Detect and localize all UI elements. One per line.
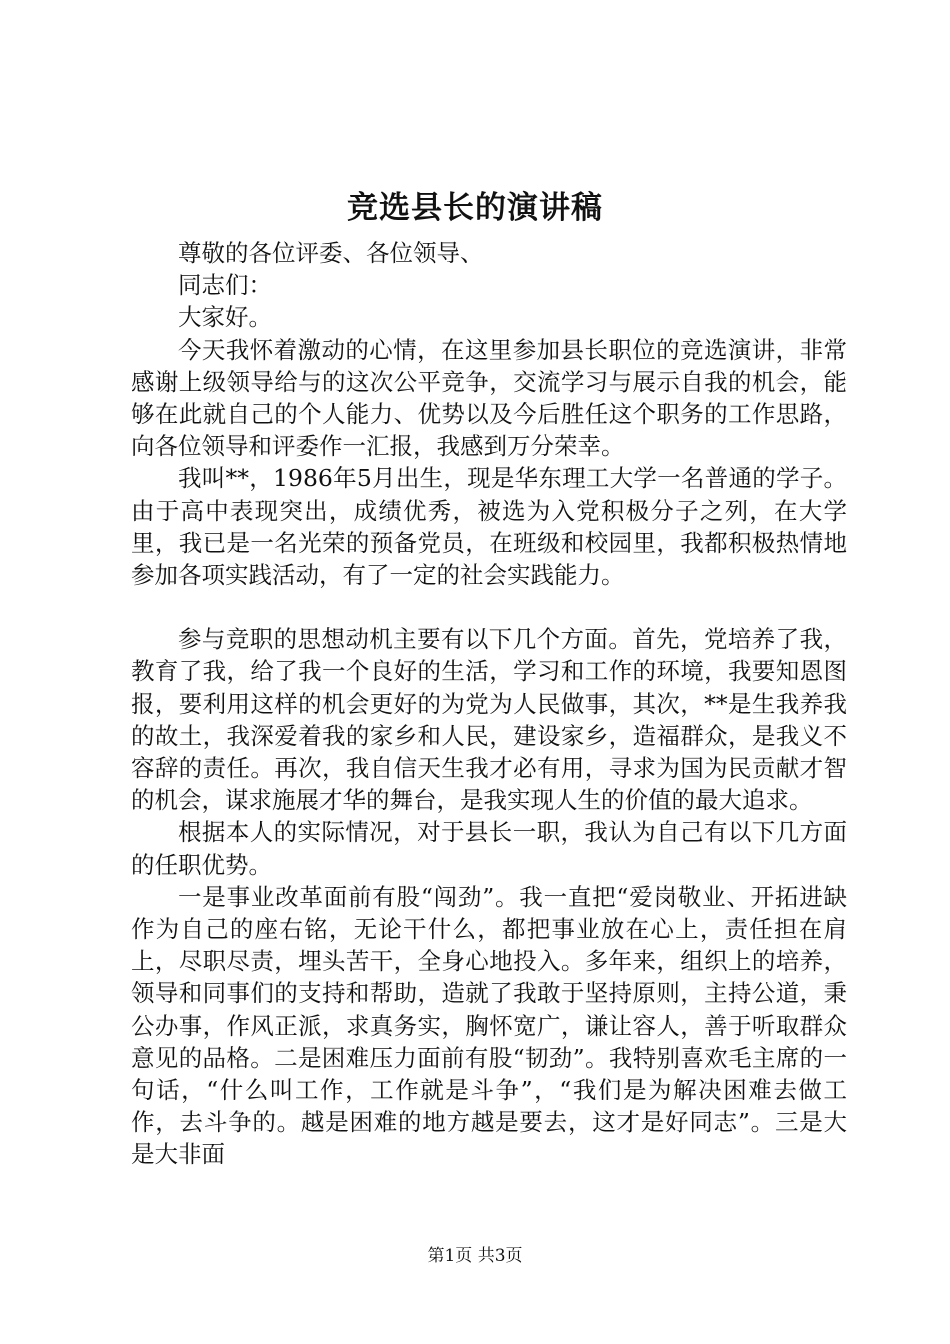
paragraph-intro: 今天我怀着激动的心情，在这里参加县长职位的竞选演讲，非常感谢上级领导给与的这次公平竞争，交流学习与展示自我的机会，能够在此就自己的个人能力、优势以及今后胜任这个职务的工作思路，向各位领导和评委作一汇报，我感到万分荣幸。 xyxy=(131,335,847,461)
paragraph-motivation: 参与竞职的思想动机主要有以下几个方面。首先，党培养了我，教育了我，给了我一个良好的生活，学习和工作的环境，我要知恩图报，要利用这样的机会更好的为党为人民做事，其次，**是生我养我的故土，我深爱着我的家乡和人民，建设家乡，造福群众，是我义不容辞的责任。再次，我自信天生我才必有用，寻求为国为民贡献才智的机会，谋求施展才华的舞台，是我实现人生的价值的最大追求。 xyxy=(131,625,847,815)
document-title: 竞选县长的演讲稿 xyxy=(347,190,603,226)
document-body xyxy=(131,237,847,1171)
greeting-line: 大家好。 xyxy=(178,303,272,332)
salutation-line-2: 同志们： xyxy=(178,271,272,300)
salutation-line-1: 尊敬的各位评委、各位领导、 xyxy=(178,239,484,267)
paragraph-advantages: 一是事业改革面前有股“闯劲”。我一直把“爱岗敬业、开拓进缺作为自己的座右铭，无论干什么，都把事业放在心上，责任担在肩上，尽职尽责，埋头苦干，全身心地投入。多年来，组织上的培养，领导和同事们的支持和帮助，造就了我敢于坚持原则，主持公道，秉公办事，作风正派，求真务实，胸怀宽广，谦让容人，善于听取群众意见的品格。二是困难压力面前有股“韧劲”。我特别喜欢毛主席的一句话，“什么叫工作，工作就是斗争”，“我们是为解决困难去做工作，去斗争的。越是困难的地方越是要去，这才是好同志”。三是大是大非面 xyxy=(131,882,847,1169)
paragraph-advantages-intro: 根据本人的实际情况，对于县长一职，我认为自己有以下几方面的任职优势。 xyxy=(131,818,847,879)
paragraph-self-introduction: 我叫**，1986年5月出生，现是华东理工大学一名普通的学子。由于高中表现突出，成绩优秀，被选为入党积极分子之列，在大学里，我已是一名光荣的预备党员，在班级和校园里，我都积极热情地参加各项实践活动，有了一定的社会实践能力。 xyxy=(131,464,847,590)
page-number: 第1页 共3页 xyxy=(427,1246,523,1266)
